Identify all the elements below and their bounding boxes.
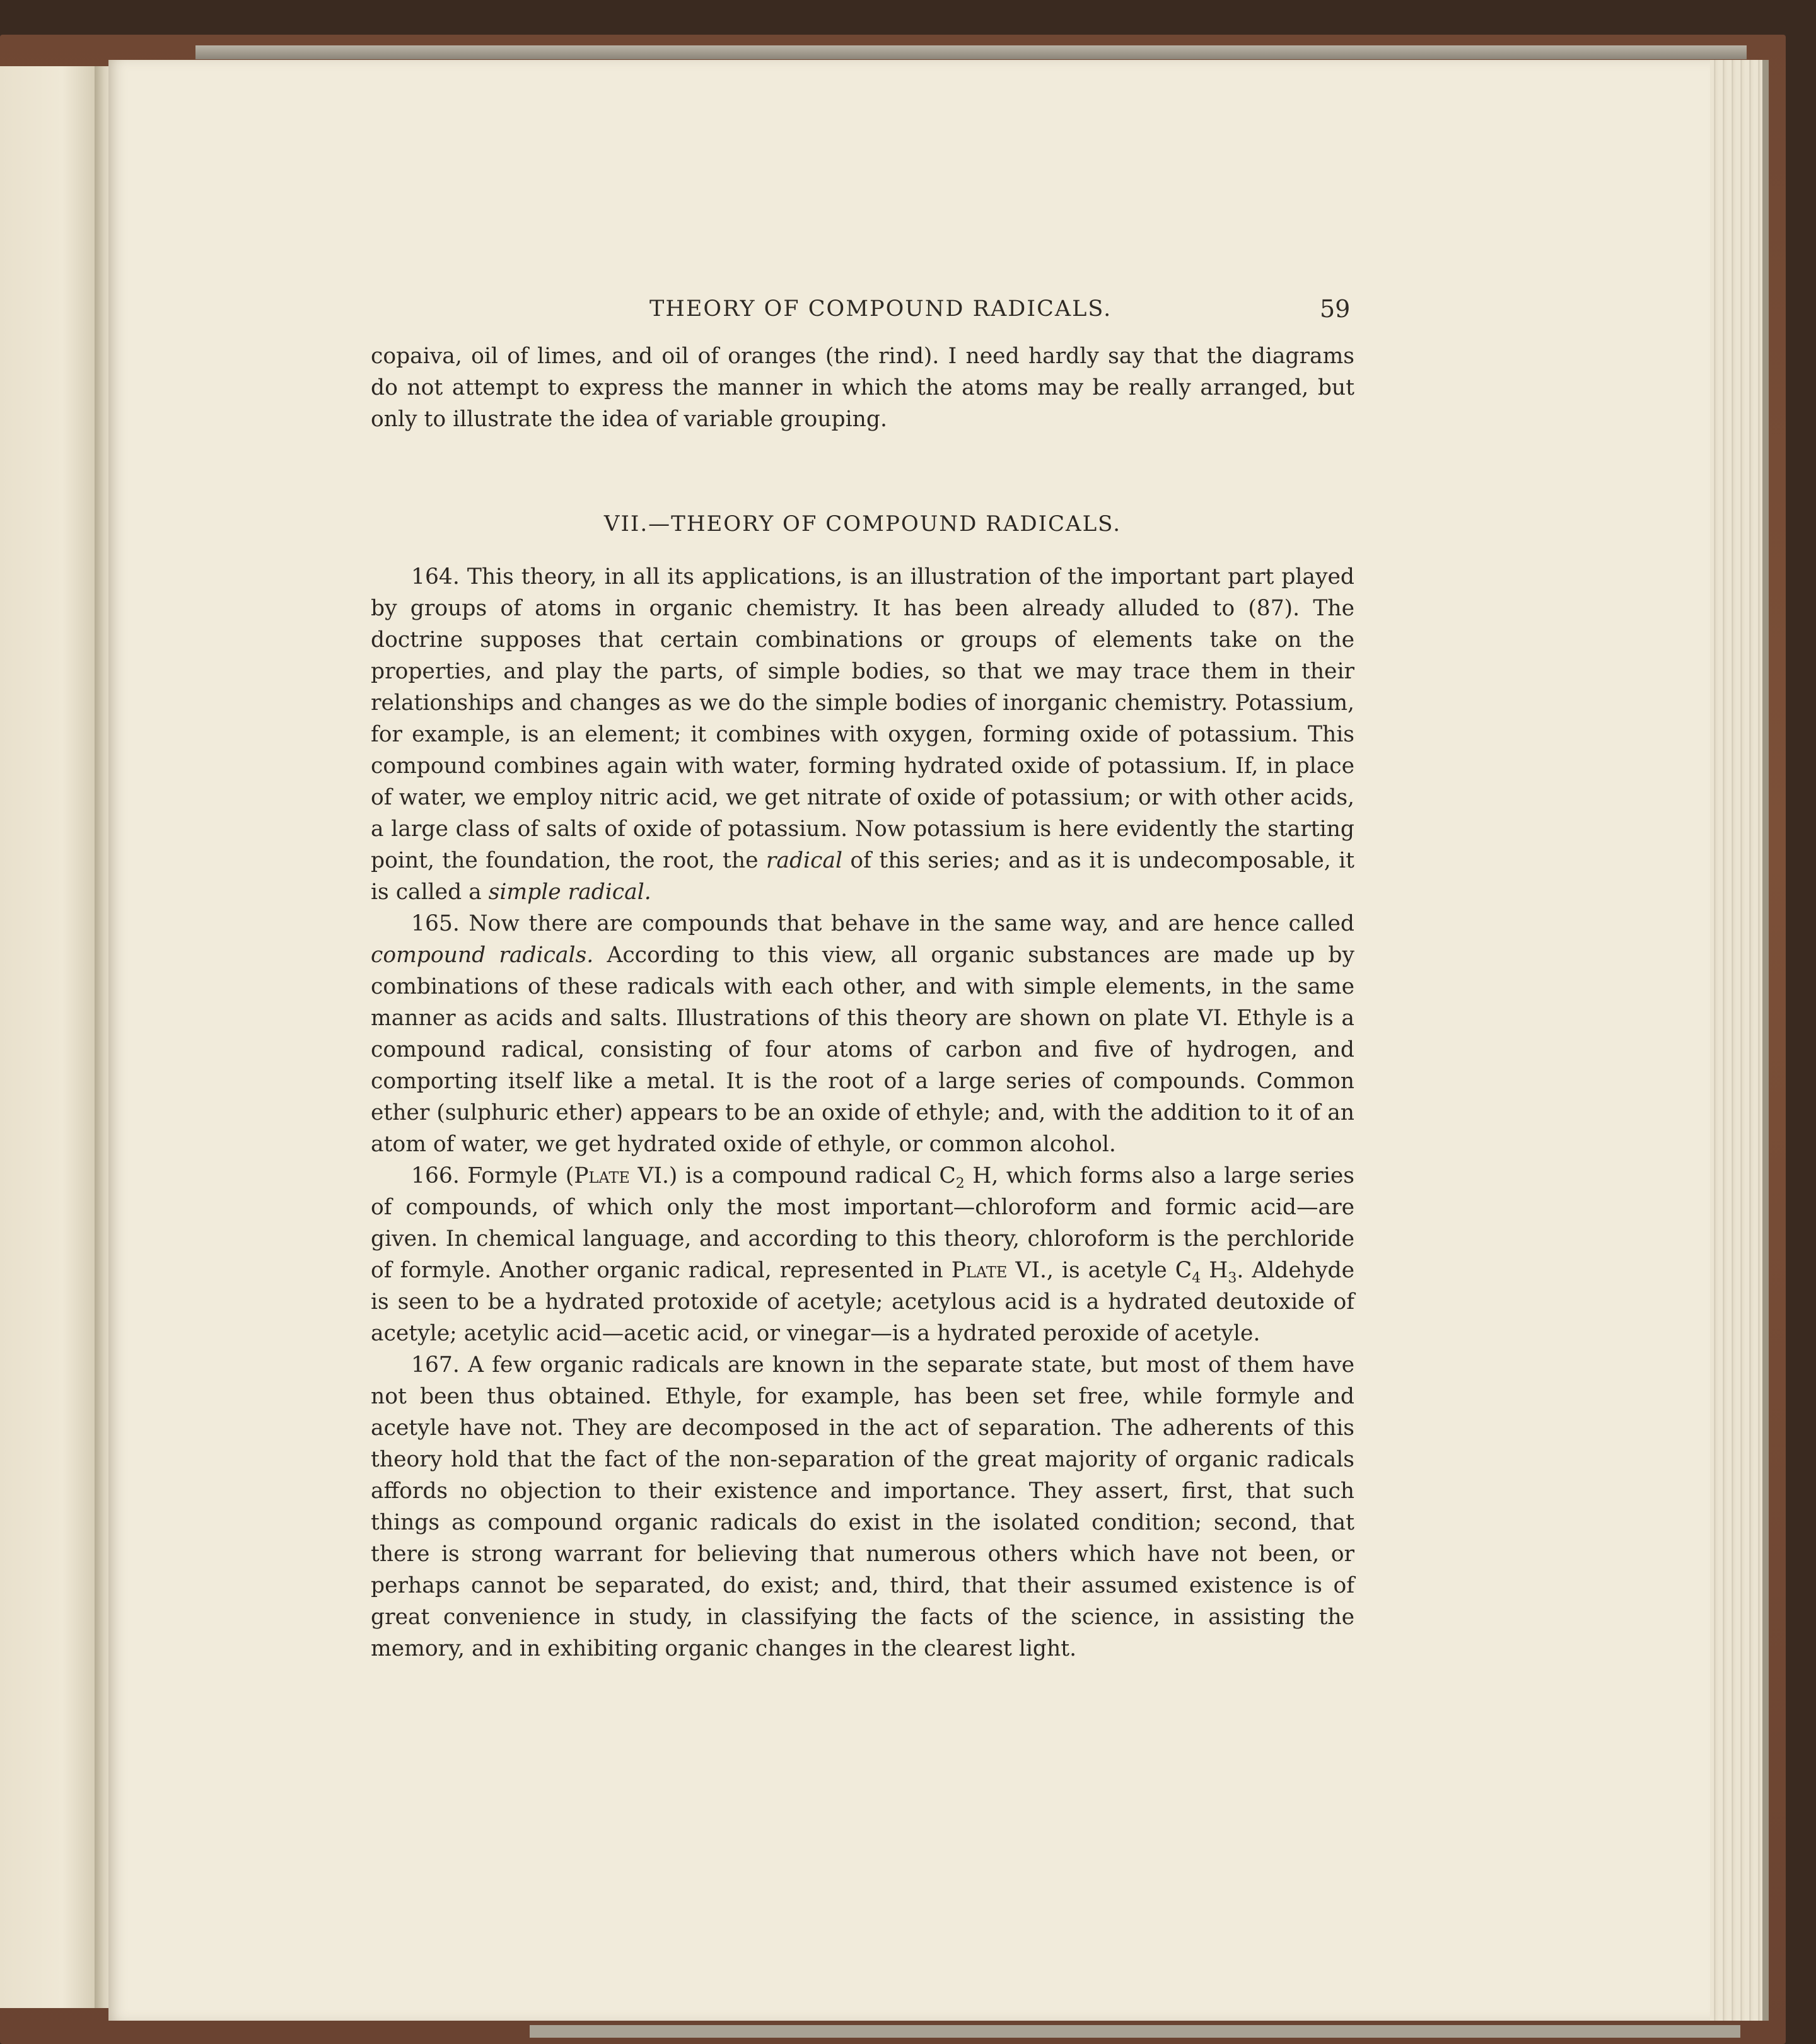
paragraph-166-text-e: H xyxy=(1201,1258,1228,1283)
page-stack-shadow xyxy=(1762,60,1769,2021)
paragraph-165-emphasis-compound-radicals: compound radicals. xyxy=(371,943,594,968)
paragraph-166-text-d: VI., is acetyle C xyxy=(1007,1258,1192,1283)
paragraph-165-text-a: 165. Now there are compounds that behave in the same way, and are hence called xyxy=(411,911,1354,936)
paragraph-164-emphasis-simple-radical: simple radical. xyxy=(488,880,651,905)
page-number: 59 xyxy=(1320,295,1351,323)
page-stack-edges xyxy=(1710,60,1767,2021)
paragraph-164-text-b: of this series; and as it is undecomposable, it is called a xyxy=(371,848,1354,905)
left-page-edge xyxy=(0,66,104,2008)
paragraph-166-text-a: 166. Formyle ( xyxy=(411,1163,574,1188)
paragraph-167: 167. A few organic radicals are known in the separate state, but most of them have not been thus obtained. Ethyle, for example, has been set free, while formyle and acetyle have not. They are decomposed in the act of separation. The adherents of this theory hold that the fact of the non-separation of the great majority of organic radicals affords no objection to their existence and importance. They assert, first, that such things as compound organic radicals do exist in the isolated condition; second, that there is strong warrant for believing that numerous others which have not been, or perhaps cannot be separated, do exist; and, third, that their assumed existence is of great convenience in study, in classifying the facts of the science, in assisting the memory, and in exhibiting organic changes in the clearest light. xyxy=(371,1352,1354,1661)
intro-paragraph: copaiva, oil of limes, and oil of oranges (the rind). I need hardly say that the diagrams do not attempt to express the manner in which the atoms may be really arranged, but only to illustrate the idea of variable grouping. xyxy=(371,344,1354,432)
paragraph-166-text-b: VI.) is a compound radical C xyxy=(629,1163,956,1188)
paragraph-166-text-f: . Aldehyde is seen to be a hydrated protoxide of acetyle; acetylous acid is a hydrated deutoxide of acetyle; acetylic acid—acetic acid, or vinegar—is a hydrated peroxide of acetyle. xyxy=(371,1258,1354,1346)
cover-bottom-edge xyxy=(530,2025,1740,2038)
paragraph-165 xyxy=(371,908,1354,1160)
paragraph-166-plate-ref-2: Plate xyxy=(951,1258,1008,1283)
formula-subscript: 2 xyxy=(955,1175,965,1192)
paragraph-165-text-b: According to this view, all organic substances are made up by combinations of these radicals with each other, and with simple elements, in the same manner as acids and salts. Illustrations of this theory are shown on plate VI. Ethyle is a compound radical, consisting of four atoms of carbon and five of hydrogen, and comporting itself like a metal. It is the root of a large series of compounds. Common ether (sulphuric ether) appears to be an oxide of ethyle; and, with the addition to it of an atom of water, we get hydrated oxide of ethyle, or common alcohol. xyxy=(371,943,1354,1157)
formula-subscript: 3 xyxy=(1228,1270,1237,1286)
paragraph-166 xyxy=(371,1160,1354,1349)
paragraph-164-emphasis-radical: radical xyxy=(765,848,843,873)
body-text xyxy=(371,340,1354,1664)
paragraph-164 xyxy=(371,561,1354,908)
paragraph-166-plate-ref-1: Plate xyxy=(574,1163,630,1188)
cover-top-edge xyxy=(195,45,1747,59)
formula-subscript: 4 xyxy=(1192,1270,1201,1286)
paragraph-164-text-a: 164. This theory, in all its applications, is an illustration of the important part played by groups of atoms in organic chemistry. It has been already alluded to (87). The doctrine supposes that certain combinations or groups of elements take on the properties, and play the parts, of simple bodies, so that we may trace them in their relationships and changes as we do the simple bodies of inorganic chemistry. Potassium, for example, is an element; it combines with oxygen, forming oxide of potassium. This compound combines again with water, forming hydrated oxide of potassium. If, in place of water, we employ nitric acid, we get nitrate of oxide of potassium; or with other acids, a large class of salts of oxide of potassium. Now potassium is here evidently the starting point, the foundation, the root, the xyxy=(371,564,1354,873)
paragraph-166-text-c: H, which forms also a large series of compounds, of which only the most important—chloroform and formic acid—are given. In chemical language, and according to this theory, chloroform is the perchloride of formyle. Another organic radical, represented in xyxy=(371,1163,1354,1283)
section-title: VII.—THEORY OF COMPOUND RADICALS. xyxy=(603,511,1122,537)
running-head: THEORY OF COMPOUND RADICALS. xyxy=(649,296,1112,322)
